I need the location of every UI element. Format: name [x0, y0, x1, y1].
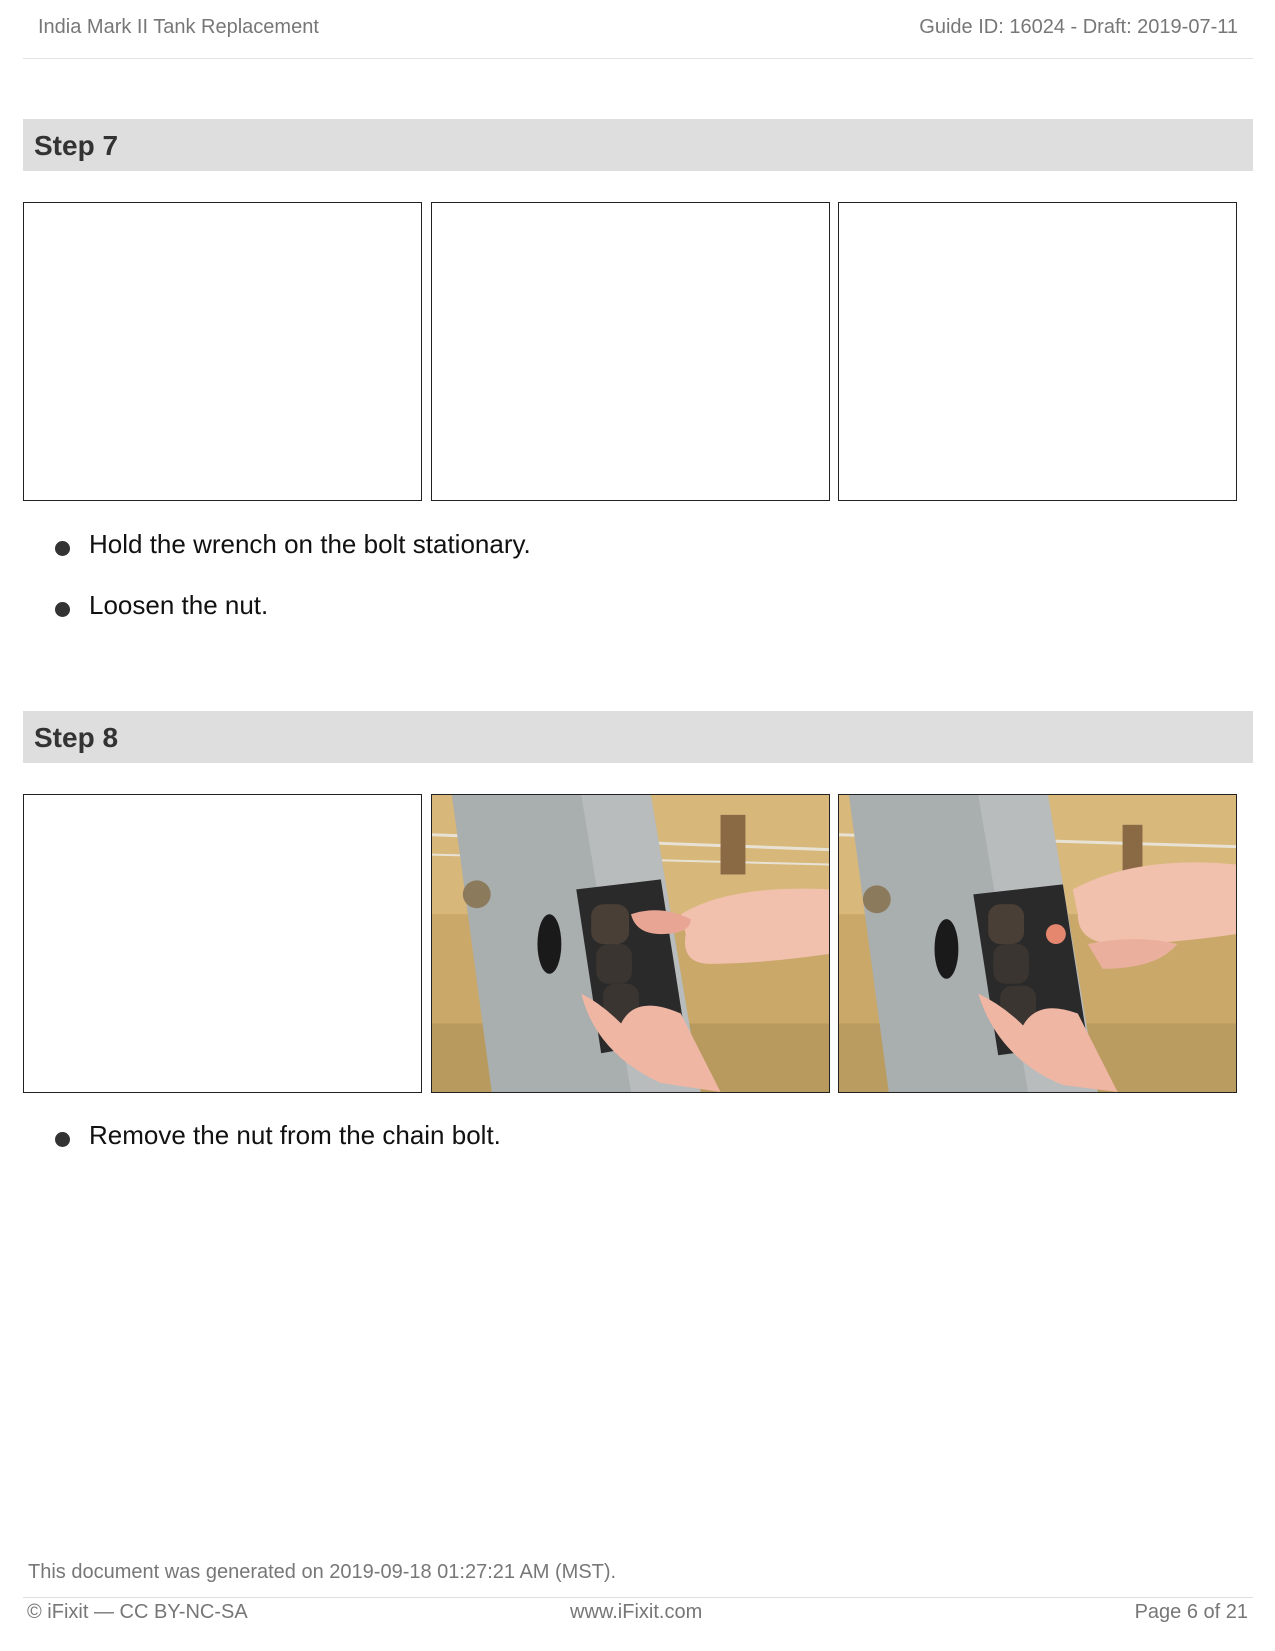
step-7-title: Step 7 [34, 130, 119, 161]
step-7-image-3[interactable] [838, 202, 1237, 501]
bullet-dot-icon [55, 602, 70, 617]
page-header [23, 0, 1253, 59]
bullet-text: Remove the nut from the chain bolt. [89, 1120, 501, 1150]
step-7-header [23, 119, 1253, 171]
step-7-image-2[interactable] [431, 202, 830, 501]
step-8-title: Step 8 [34, 722, 119, 753]
bullet-text: Hold the wrench on the bolt stationary. [89, 529, 531, 559]
site-link[interactable]: www.iFixit.com [570, 1601, 703, 1623]
step-7-image-1[interactable] [23, 202, 422, 501]
bullet-dot-icon [55, 541, 70, 556]
page-number: Page 6 of 21 [1134, 1601, 1248, 1623]
generated-note: This document was generated on 2019-09-18 01:27:21 AM (MST). [28, 1561, 617, 1583]
footer-divider [23, 1597, 1253, 1598]
step-8-image-1[interactable] [23, 794, 422, 1093]
step-8-image-3[interactable] [838, 794, 1237, 1093]
photo-hand-removing-chain-nut [839, 795, 1236, 1092]
guide-title: India Mark II Tank Replacement [38, 16, 319, 38]
step-8-header [23, 711, 1253, 763]
step-8-image-2[interactable] [431, 794, 830, 1093]
guide-info: Guide ID: 16024 - Draft: 2019-07-11 [919, 16, 1238, 38]
bullet-text: Loosen the nut. [89, 590, 269, 620]
license-text: © iFixit — CC BY-NC-SA [27, 1601, 248, 1623]
photo-hand-loosening-chain-nut [432, 795, 829, 1092]
bullet-dot-icon [55, 1132, 70, 1147]
